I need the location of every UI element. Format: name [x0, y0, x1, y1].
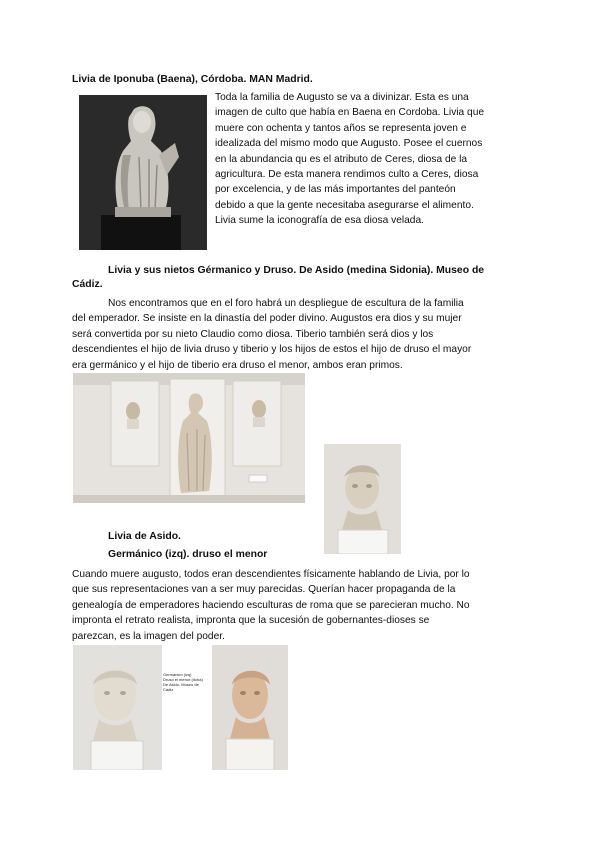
paragraph-descendientes — [72, 567, 542, 644]
text-line: Nos encontramos que en el foro habrá un despliegue de escultura de la familia — [108, 298, 464, 309]
museum-label-line: Germánico (izq) — [163, 672, 192, 677]
text-line: agricultura. De esta manera rendimos culto a Ceres, diosa — [215, 169, 479, 181]
text-line: Livia sume la iconografía de esa diosa velada. — [215, 215, 424, 227]
photo-livia-iponuba — [79, 95, 207, 250]
text-line: parezcan, es la imagen del poder. — [72, 630, 225, 642]
text-line: Toda la familia de Augusto se va a divinizar. Esta es una — [215, 92, 469, 103]
text-line: idealizada del mismo modo que Augusto. Posee el cuernos — [215, 138, 483, 150]
caption-germanico-druso: Germánico (izq). druso el menor — [108, 549, 268, 560]
text-line: del emperador. Se insiste en la dinastía del poder divino. Augustos era dios y su mujer — [72, 313, 462, 325]
museum-label-line: De Asido, Museo de — [163, 682, 199, 687]
museum-label-line: Druso el menor (dcha) — [163, 677, 203, 682]
paragraph-livia-iponuba — [215, 90, 515, 229]
text-line: genealogía de emperadores haciendo esculturas de roma que se parecieran mucho. No — [72, 599, 470, 611]
heading-livia-nietos-line2: Cádiz. — [72, 279, 103, 290]
text-line: era germánico y el hijo de tiberio era druso el menor, ambos eran primos. — [72, 359, 403, 371]
text-line: imagen de culto que había en Baena en Cordoba. Livia que — [215, 107, 485, 119]
caption-livia-asido: Livia de Asido. — [108, 531, 181, 542]
text-line: descendientes el hijo de livia druso y tiberio y los hijos de estos el hijo de druso el mayor — [72, 344, 472, 356]
text-line: en la abundancia qu es el atributo de Ceres, diosa de la — [215, 153, 468, 165]
text-line: impronta el retrato realista, impronta que la sucesión de gobernantes-dioses se — [72, 615, 430, 627]
museum-label-line: Cádiz — [163, 687, 174, 692]
photo-museum-display — [73, 373, 305, 503]
heading-livia-iponuba: Livia de Iponuba (Baena), Córdoba. MAN Madrid. — [72, 74, 313, 85]
text-line: muere con ochenta y tantos años se representa joven e — [215, 122, 467, 134]
photo-germanico-bust — [73, 645, 162, 770]
heading-livia-nietos-line1: Livia y sus nietos Gérmanico y Druso. De Asido (medina Sidonia). Museo de — [108, 265, 485, 276]
paragraph-foro — [72, 296, 542, 373]
photo-druso-bust — [212, 645, 288, 770]
text-line: será convertida por su nieto Claudio como diosa. Tiberio también será dios y los — [72, 328, 434, 340]
text-line: por excelencia, y de las más importantes del panteón — [215, 184, 456, 196]
text-line: Cuando muere augusto, todos eran descendientes físicamente hablando de Livia, por lo — [72, 569, 470, 580]
photo-livia-asido-bust — [324, 444, 401, 554]
text-line: debido a que la gente necesitaba asegurarse el alimento. — [215, 199, 474, 211]
text-line: que sus representaciones van a ser muy parecidas. Querían hacer propaganda de la — [72, 584, 456, 596]
museum-label — [163, 672, 207, 692]
